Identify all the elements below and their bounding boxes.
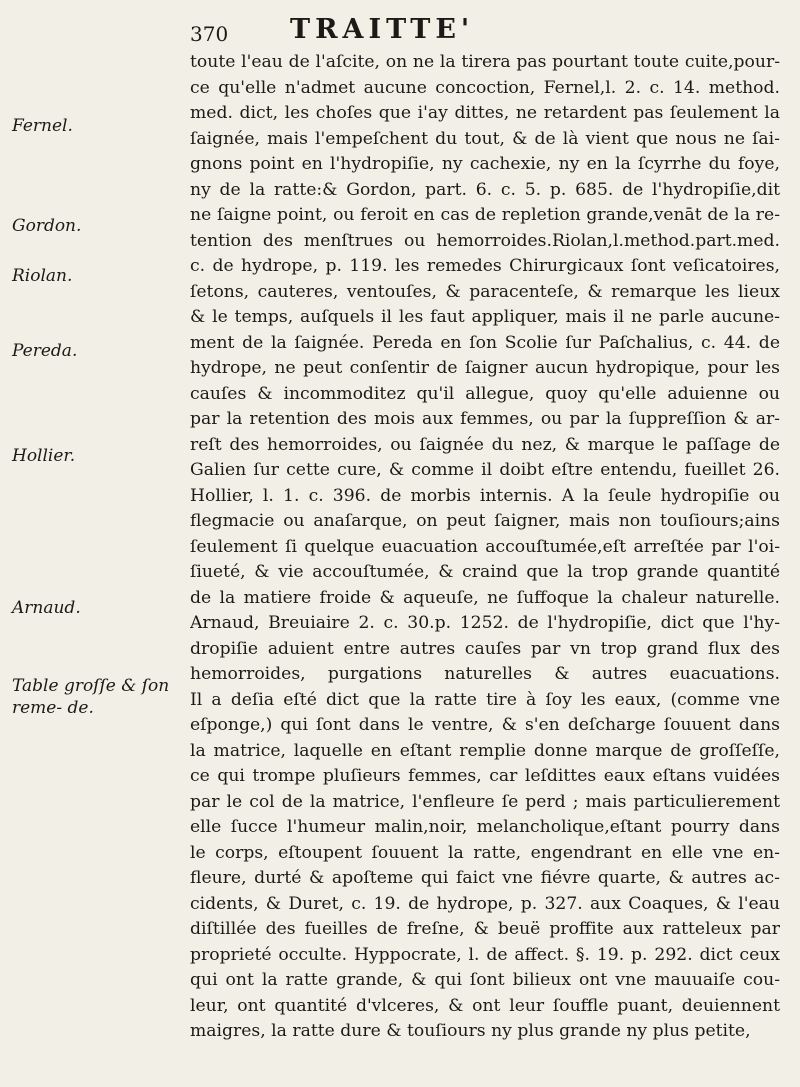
text-line: med. dict, les choſes que i'ay dittes, ne retardent pas ſeulement la — [190, 103, 780, 123]
margin-note: Arnaud. — [12, 598, 81, 618]
margin-note: Hollier. — [12, 446, 76, 466]
text-line: ny de la ratte:& Gordon, part. 6. c. 5. p. 685. de l'hydropiſie,dit — [190, 179, 780, 200]
text-line: gnons point en l'hydropiſie, ny cachexie, ny en la ſcyrrhe du foye, — [190, 154, 780, 174]
text-line: c. de hydrope, p. 119. les remedes Chirurgicaux ſont veſicatoires, — [190, 256, 780, 276]
text-line: ſetons, cauteres, ventouſes, & paracenteſe, & remarque les lieux — [190, 281, 780, 302]
text-line: hydrope, ne peut conſentir de ſaigner aucun hydropique, pour les — [190, 358, 780, 378]
text-line: ce qu'elle n'admet aucune concoction, Fernel,l. 2. c. 14. method. — [190, 77, 780, 98]
text-line: tention des menſtrues ou hemorroides.Riolan,l.method.part.med. — [190, 230, 780, 251]
text-line: ſiueté, & vie accouſtumée, & craind que la trop grande quantité — [190, 562, 780, 582]
text-line: leur, ont quantité d'vlceres, & ont leur ſouffle puant, deuiennent — [190, 995, 780, 1016]
text-line: hemorroides, purgations naturelles & autres euacuations. — [190, 664, 780, 684]
margin-note: Table groſſe & ſon reme- de. — [12, 676, 170, 718]
text-line: qui ont la ratte grande, & qui ſont bilieux ont vne mauuaiſe cou- — [190, 970, 780, 990]
text-line: & le temps, auſquels il les faut appliquer, mais il ne parle aucune- — [190, 307, 780, 327]
text-line: reſt des hemorroides, ou ſaignée du nez, & marque le paſſage de — [190, 434, 780, 455]
text-line: le corps, eſtoupent ſouuent la ratte, engendrant en elle vne en- — [190, 842, 780, 863]
margin-note: Riolan. — [12, 266, 73, 286]
text-line: eſponge,) qui ſont dans le ventre, & s'en deſcharge ſouuent dans — [190, 715, 780, 735]
text-line: maigres, la ratte dure & touſiours ny plus grande ny plus petite, — [190, 1021, 751, 1041]
text-line: Galien ſur cette cure, & comme il doibt eſtre entendu, fueillet 26. — [190, 460, 780, 480]
text-line: ce qui trompe pluſieurs femmes, car leſdittes eaux eſtans vuidées — [190, 766, 780, 786]
text-line: fleure, durté & apoſteme qui faict vne fiévre quarte, & autres ac- — [190, 868, 780, 888]
margin-note: Pereda. — [12, 341, 78, 361]
text-line: Hollier, l. 1. c. 396. de morbis internis. A la ſeule hydropiſie ou — [190, 485, 780, 506]
text-line: cauſes & incommoditez qu'il allegue, quoy qu'elle aduienne ou — [190, 383, 780, 404]
text-line: proprieté occulte. Hyppocrate, l. de affect. §. 19. p. 292. dict ceux — [190, 944, 780, 965]
text-line: diſtillée des fueilles de freſne, & beuë proffite aux ratteleux par — [190, 919, 780, 939]
text-line: par la retention des mois aux femmes, ou par la ſuppreſſion & ar- — [190, 409, 780, 429]
text-line: ſeulement ſi quelque euacuation accouſtumée,eſt arreſtée par l'oi- — [190, 536, 780, 557]
text-line: de la matiere froide & aqueuſe, ne ſuffoque la chaleur naturelle. — [190, 587, 780, 608]
margin-note: Fernel. — [12, 116, 73, 136]
text-line: par le col de la matrice, l'enfleure ſe perd ; mais particulierement — [190, 791, 780, 812]
text-line: flegmacie ou anaſarque, on peut ſaigner, mais non touſiours;ains — [190, 511, 780, 531]
text-line: ne ſaigne point, ou feroit en cas de repletion grande,venāt de la re- — [190, 205, 780, 225]
page-header — [190, 14, 770, 54]
running-title: TRAITTE' — [290, 14, 475, 45]
text-line: ſaignée, mais l'empeſchent du tout, & de là vient que nous ne ſai- — [190, 128, 780, 149]
page-number: 370 — [190, 22, 229, 46]
text-line: ment de la ſaignée. Pereda en ſon Scolie ſur Paſchalius, c. 44. de — [190, 332, 780, 353]
text-line: toute l'eau de l'aſcite, on ne la tirera pas pourtant toute cuite,pour- — [190, 52, 780, 72]
text-line: cidents, & Duret, c. 19. de hydrope, p. 327. aux Coaques, & l'eau — [190, 893, 780, 914]
text-line: Il a deſia eſté dict que la ratte tire à ſoy les eaux, (comme vne — [190, 689, 780, 710]
text-line: Arnaud, Breuiaire 2. c. 30.p. 1252. de l'hydropiſie, dict que l'hy- — [190, 613, 780, 633]
body-text — [190, 50, 780, 1045]
margin-note: Gordon. — [12, 216, 82, 236]
text-line: la matrice, laquelle en eſtant remplie donne marque de groſſeſſe, — [190, 740, 780, 761]
text-line: elle ſucce l'humeur malin,noir, melancholique,eſtant pourry dans — [190, 817, 780, 837]
text-line: dropiſie aduient entre autres cauſes par vn trop grand flux des — [190, 638, 780, 659]
